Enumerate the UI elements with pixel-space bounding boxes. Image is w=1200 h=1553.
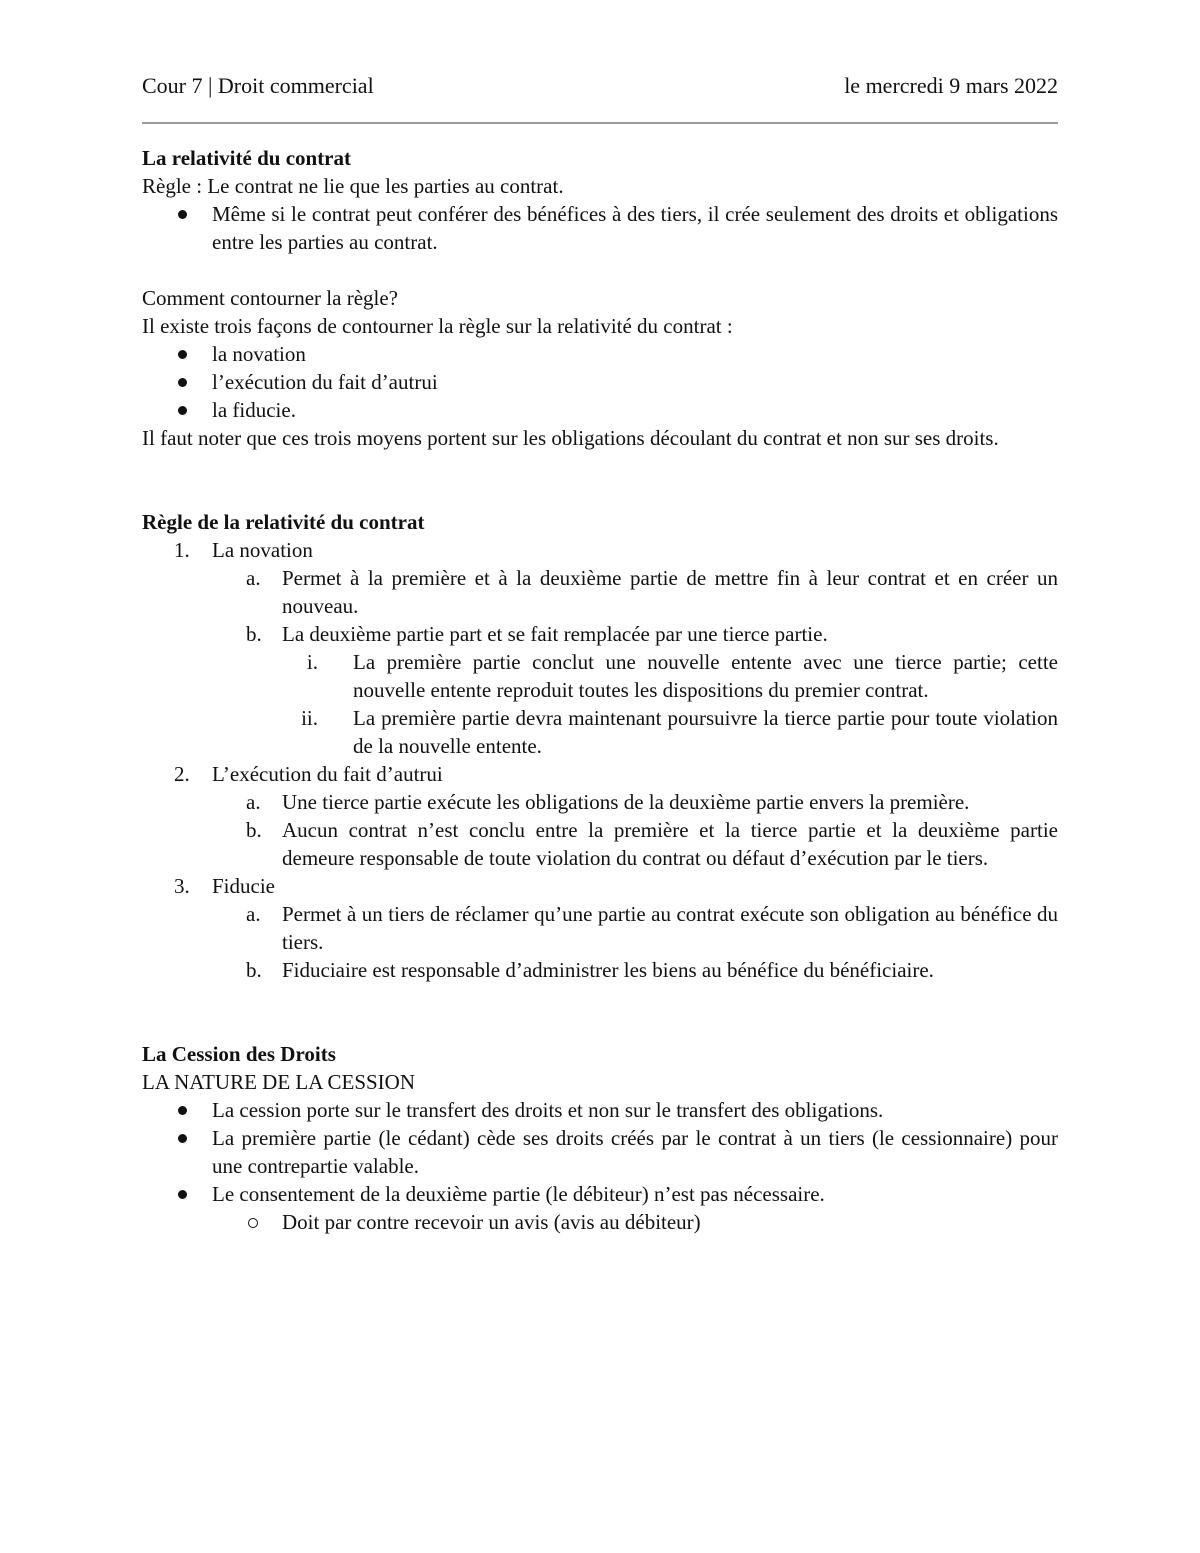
header-course-title: Cour 7 | Droit commercial [142,73,374,98]
list-item: l’exécution du fait d’autrui [142,368,1058,396]
list-item: b. Fiduciaire est responsable d’administrer les biens au bénéfice du bénéficiaire. [246,958,934,982]
list-item: a. Permet à la première et à la deuxième partie de mettre fin à leur contrat et en créer un nouveau. [246,566,1058,618]
cession-bullet-list [142,1096,1058,1236]
list-item: b. La deuxième partie part et se fait remplacée par une tierce partie. [246,622,828,646]
rule-bullet-list [142,200,1058,256]
bullet-dot-icon [178,340,187,368]
numbered-list [142,536,1058,984]
list-item: ii. La première partie devra maintenant poursuivre la tierce partie pour toute violation de la nouvelle entente. [301,706,1058,758]
ways-list [142,340,1058,424]
header-date: le mercredi 9 mars 2022 [844,73,1058,98]
list-item: b. Aucun contrat n’est conclu entre la première et la tierce partie et la deuxième partie demeure responsable de toute violation du contrat ou défaut d’exécution par le tiers. [246,818,1058,870]
list-item: la novation [142,340,1058,368]
list-item: la fiducie. [142,396,1058,424]
bullet-dot-icon [178,368,187,396]
ways-intro: Il existe trois façons de contourner la règle sur la relativité du contrat : [142,314,733,338]
question-heading: Comment contourner la règle? [142,286,398,310]
ways-note: Il faut noter que ces trois moyens portent sur les obligations découlant du contrat et non sur ses droits. [142,426,999,450]
list-item: 3. Fiducie [174,874,275,898]
section-title-regle: Règle de la relativité du contrat [142,510,425,534]
bullet-dot-icon [178,200,187,228]
list-item: Le consentement de la deuxième partie (le débiteur) n’est pas nécessaire. [142,1180,1058,1208]
rule-statement: Règle : Le contrat ne lie que les parties au contrat. [142,174,564,198]
bullet-dot-icon [178,396,187,424]
list-item: 1. La novation [174,538,313,562]
list-item: i. La première partie conclut une nouvelle entente avec une tierce partie; cette nouvelle entente reproduit toutes les dispositions du premier contrat. [306,650,1058,702]
list-item: a. Une tierce partie exécute les obligations de la deuxième partie envers la première. [246,790,970,814]
section-title-relativite: La relativité du contrat [142,146,351,170]
list-item: Doit par contre recevoir un avis (avis au débiteur) [142,1208,1058,1236]
section-subtitle-nature: LA NATURE DE LA CESSION [142,1070,416,1094]
page-content [142,72,1058,1236]
section-title-cession: La Cession des Droits [142,1042,336,1066]
list-item: La cession porte sur le transfert des droits et non sur le transfert des obligations. [142,1096,1058,1124]
header-divider [142,122,1058,124]
bullet-dot-icon [178,1124,187,1152]
bullet-dot-icon [178,1096,187,1124]
list-item: Même si le contrat peut conférer des bénéfices à des tiers, il crée seulement des droits et obligations entre les parties au contrat. [142,200,1058,256]
list-item: a. Permet à un tiers de réclamer qu’une partie au contrat exécute son obligation au bénéfice du tiers. [246,902,1058,954]
bullet-dot-icon [178,1180,187,1208]
bullet-circle-icon [248,1208,258,1236]
list-item: 2. L’exécution du fait d’autrui [174,762,443,786]
list-item: La première partie (le cédant) cède ses droits créés par le contrat à un tiers (le cessionnaire) pour une contrepartie valable. [142,1124,1058,1180]
page-header [142,72,1058,100]
